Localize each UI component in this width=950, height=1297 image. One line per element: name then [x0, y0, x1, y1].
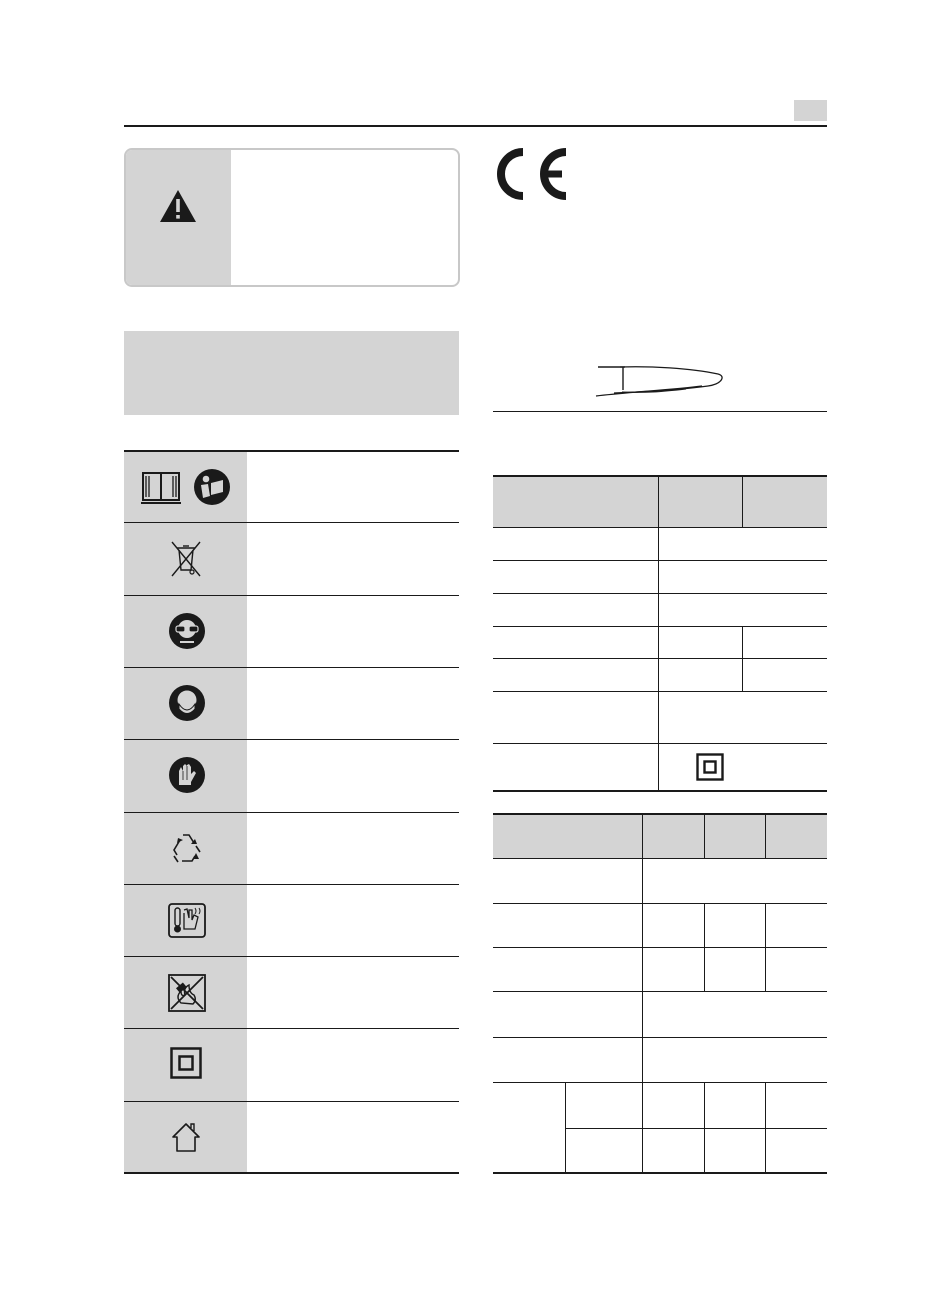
tech-table-2-header — [493, 813, 827, 858]
tech-table-2-top-rule — [493, 813, 827, 815]
header-rule — [124, 125, 827, 127]
symbol-row-rule — [124, 522, 459, 523]
gray-banner — [124, 331, 459, 415]
table-row-rule — [493, 743, 827, 744]
tech-table-2-header-divider — [642, 813, 643, 858]
table-row-rule — [493, 991, 827, 992]
tech-table-1-header-rule — [493, 527, 827, 528]
tech-table-1-top-rule — [493, 475, 827, 477]
table-row-rule — [565, 1128, 827, 1129]
symbol-row-rule — [124, 1028, 459, 1029]
table-row-rule — [493, 593, 827, 594]
class-ii-double-insulation-icon — [170, 1047, 202, 1079]
table-row-rule — [493, 560, 827, 561]
symbol-row-rule — [124, 1101, 459, 1102]
respiratory-protection-icon — [168, 684, 206, 722]
heat-hazard-icon — [167, 901, 207, 939]
no-fire-icon — [167, 973, 207, 1013]
tech-table-1-header-divider — [658, 475, 659, 527]
table-row-rule — [493, 947, 827, 948]
symbol-row-rule — [124, 956, 459, 957]
tech-table-1-header — [493, 475, 827, 527]
table-row-rule — [493, 626, 827, 627]
table-row-rule — [493, 658, 827, 659]
tech-table-2 — [493, 813, 827, 1175]
signature — [590, 362, 730, 404]
tech-table-1-header-divider — [742, 475, 743, 527]
table-col-rule — [704, 903, 705, 991]
header-page-tab — [794, 100, 827, 121]
table-col-rule — [642, 858, 643, 1173]
tech-table-2-header-divider — [765, 813, 766, 858]
tech-table-2-bottom-rule — [493, 1172, 827, 1174]
tech-table-2-header-rule — [493, 858, 827, 859]
class-ii-double-insulation-icon — [696, 753, 724, 781]
table-row-rule — [493, 691, 827, 692]
symbol-row-rule — [124, 595, 459, 596]
symbols-table — [124, 450, 459, 1175]
symbols-bottom-rule — [124, 1172, 459, 1174]
symbol-row-rule — [124, 667, 459, 668]
table-col-rule — [565, 1082, 566, 1173]
eye-protection-icon — [168, 612, 206, 650]
crossed-out-wheelie-bin-icon — [170, 540, 202, 578]
table-col-rule — [658, 527, 659, 791]
read-manual-icon — [141, 467, 231, 507]
table-col-rule — [765, 903, 766, 991]
signature-rule — [493, 411, 827, 412]
symbol-row-rule — [124, 739, 459, 740]
warning-triangle-icon — [158, 188, 198, 224]
table-row-rule — [493, 1037, 827, 1038]
protective-gloves-icon — [168, 756, 206, 794]
symbol-row-rule — [124, 812, 459, 813]
tech-table-2-header-divider — [704, 813, 705, 858]
indoor-use-only-icon — [170, 1121, 202, 1153]
recycle-icon — [168, 829, 206, 867]
table-col-rule — [704, 1082, 705, 1173]
table-row-rule — [493, 1082, 827, 1083]
tech-table-1-bottom-rule — [493, 790, 827, 792]
table-col-rule — [765, 1082, 766, 1173]
tech-table-1 — [493, 475, 827, 793]
ce-mark-icon — [490, 146, 570, 202]
table-row-rule — [493, 903, 827, 904]
symbol-row-rule — [124, 884, 459, 885]
symbols-top-rule — [124, 450, 459, 452]
table-col-rule — [742, 626, 743, 691]
warning-box — [124, 148, 460, 287]
